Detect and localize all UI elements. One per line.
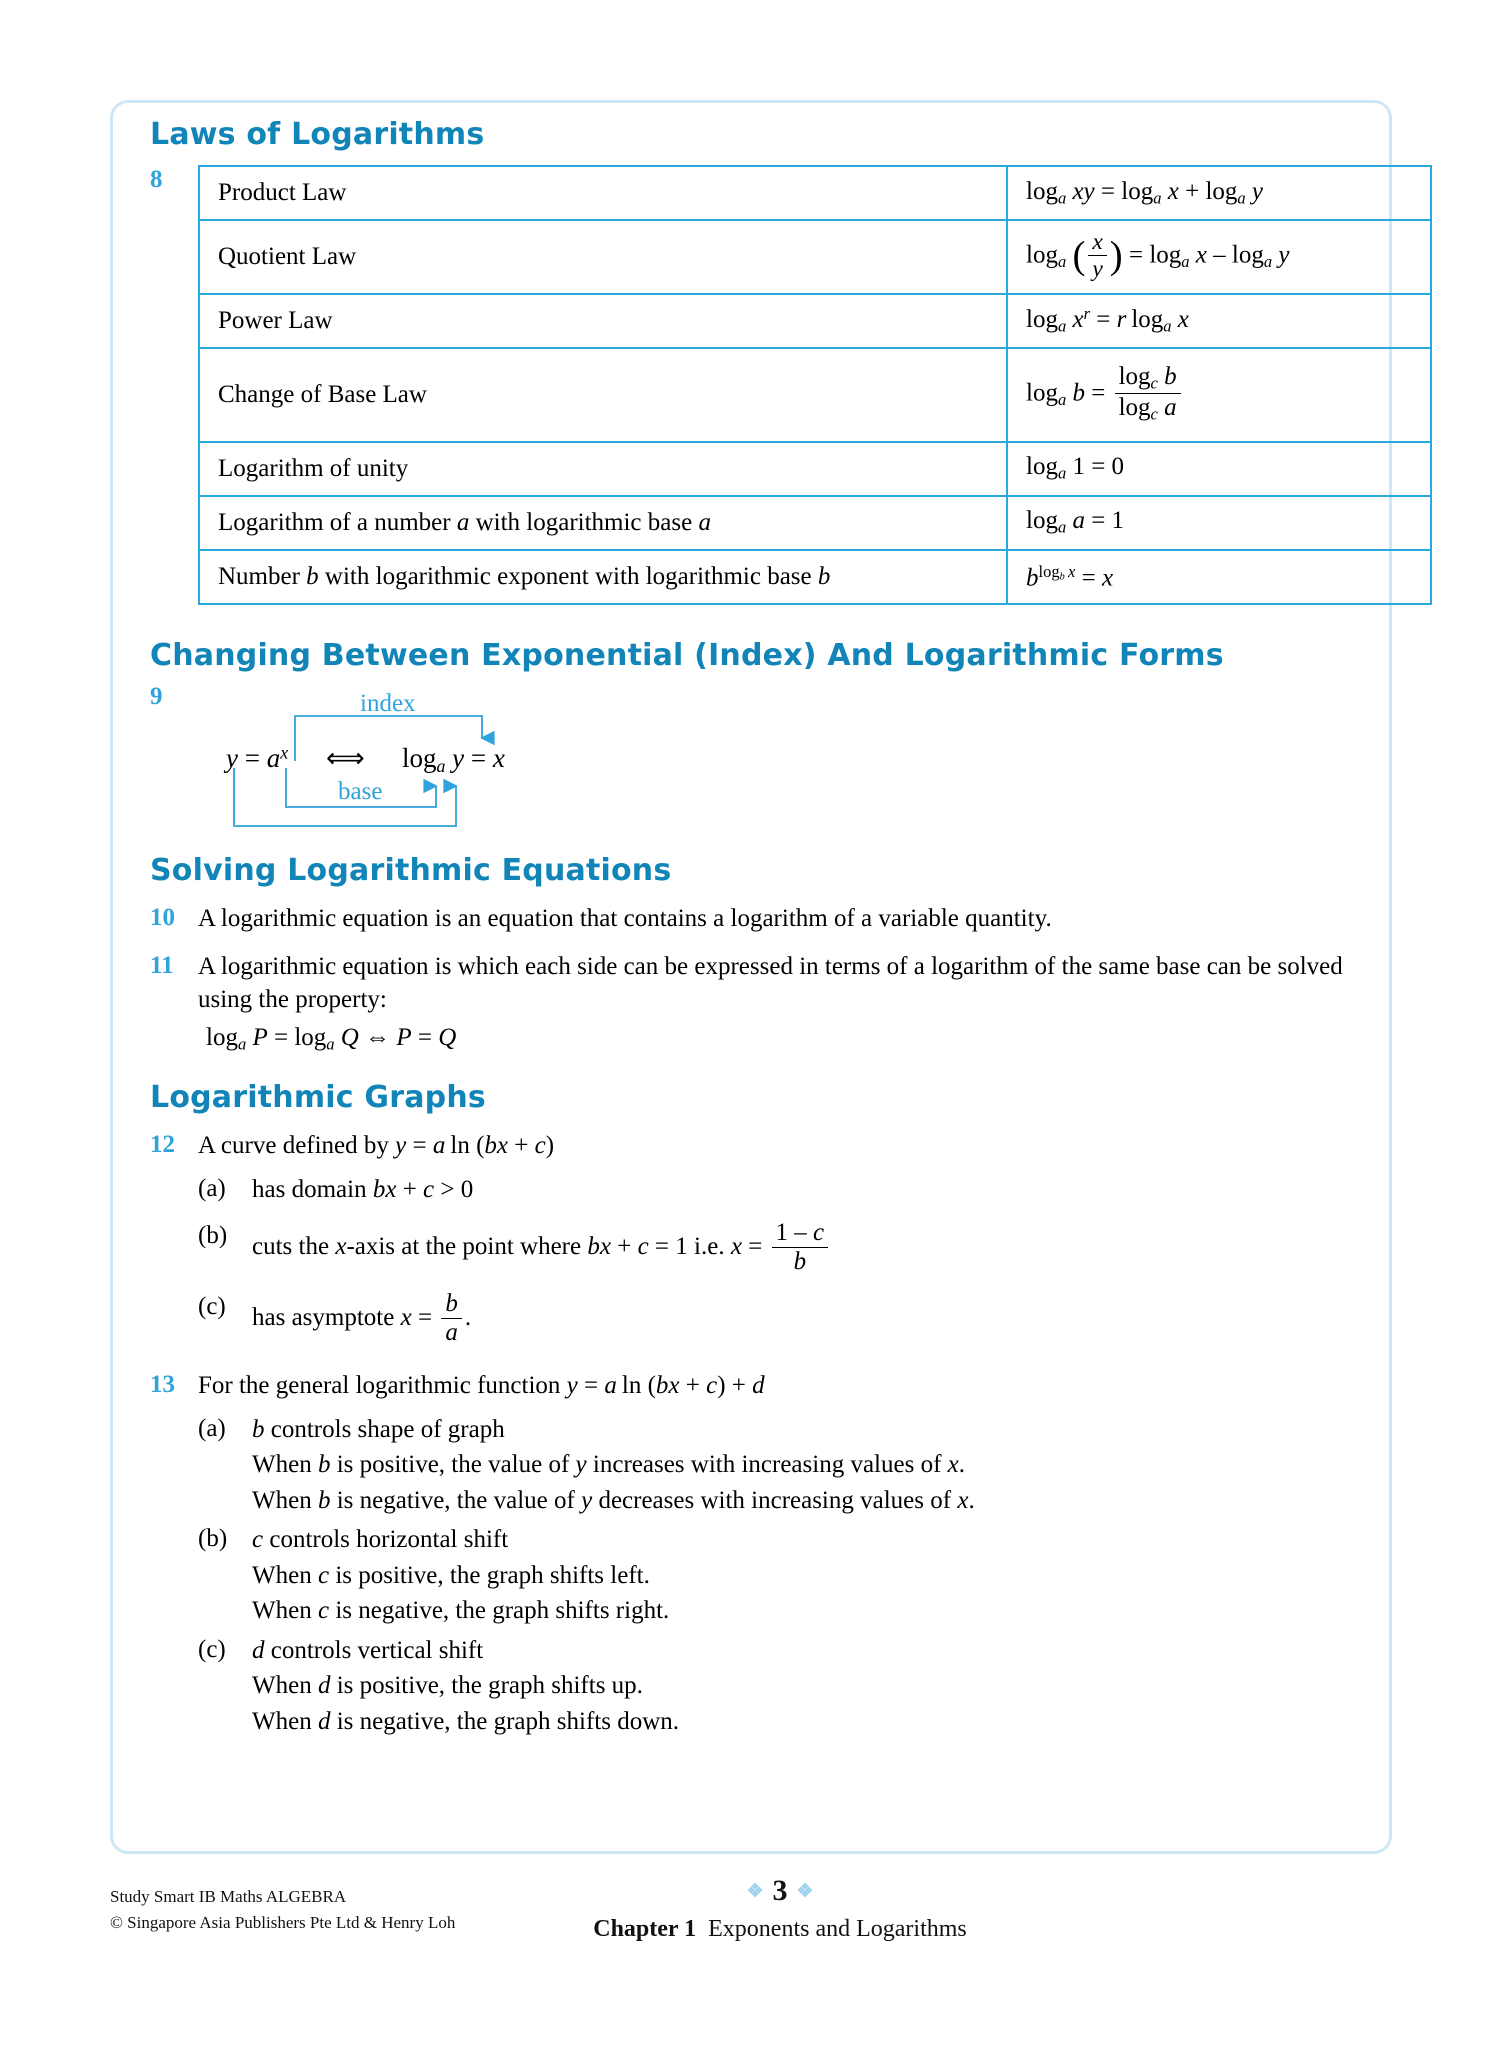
laws-table-block <box>150 165 1360 605</box>
item-13b-var: c <box>252 1526 264 1554</box>
item-13a-body <box>252 1413 1360 1518</box>
footer-line-2: © Singapore Asia Publishers Pte Ltd & Henry Loh <box>110 1913 456 1933</box>
section-title-graphs: Logarithmic Graphs <box>150 1080 486 1116</box>
item-12-lead-text: A curve defined by <box>198 1132 396 1160</box>
item-12c-letter: (c) <box>198 1293 226 1321</box>
item-13c <box>198 1634 1360 1739</box>
section-title-changing-forms: Changing Between Exponential (Index) And Logarithmic Forms <box>150 637 1224 673</box>
footer-line-1: Study Smart IB Maths ALGEBRA <box>110 1887 347 1906</box>
item-13c-letter: (c) <box>198 1635 226 1663</box>
item-number-9: 9 <box>150 682 163 710</box>
graphs-item-12-body <box>198 1130 1360 1348</box>
item-number-12: 12 <box>150 1131 175 1159</box>
law-name-cell: Product Law <box>199 166 1007 220</box>
item-12b <box>198 1220 1360 1277</box>
footer-imprint <box>110 1884 455 1937</box>
solving-item-10-text: A logarithmic equation is an equation that contains a logarithm of a variable quantity. <box>198 904 1052 932</box>
decoration-left-icon: ❖ <box>746 1881 764 1902</box>
law-formula-cell: $\log_a b$ = $\frac{\log_c b}{\log_c a}$ <box>1007 348 1431 442</box>
item-13-lead-text: For the general logarithmic function <box>198 1372 567 1400</box>
law-name-cell: Logarithm of unity <box>199 442 1007 496</box>
item-13a-letter: (a) <box>198 1414 226 1442</box>
item-13a-line-2: When b is negative, the value of y decreases with increasing values of x. <box>252 1486 975 1514</box>
page-content <box>150 118 1360 1738</box>
table-row <box>199 220 1431 294</box>
laws-of-logarithms-table <box>198 165 1432 605</box>
table-row <box>199 166 1431 220</box>
item-13b-line-2: When c is negative, the graph shifts right. <box>252 1597 670 1625</box>
item-13c-head-text: controls vertical shift <box>264 1636 484 1664</box>
page-number: 3 <box>772 1874 788 1907</box>
item-13c-line-1: When d is positive, the graph shifts up. <box>252 1672 643 1700</box>
item-12c-text: has asymptote <box>252 1304 401 1332</box>
section-title-laws: Laws of Logarithms <box>150 117 485 152</box>
solving-item-11 <box>150 951 1360 1055</box>
law-formula-cell: $\log_a 1 = 0$ <box>1007 442 1431 496</box>
graphs-item-12 <box>150 1130 1360 1348</box>
law-name-cell: Number b with logarithmic exponent with logarithmic base b <box>199 550 1007 604</box>
item-number-8: 8 <box>150 166 163 193</box>
item-13b-line-1: When c is positive, the graph shifts left. <box>252 1561 650 1589</box>
item-13a-line-1: When b is positive, the value of y increases with increasing values of x. <box>252 1451 966 1479</box>
graphs-item-13 <box>150 1370 1360 1738</box>
item-13c-var: d <box>252 1636 265 1664</box>
solving-item-11-body <box>198 951 1360 1055</box>
item-13b-body <box>252 1523 1360 1628</box>
diagram-equivalence-symbol: ⟺ <box>326 742 365 773</box>
item-number-11: 11 <box>150 952 174 980</box>
diagram-label-base: base <box>338 777 383 805</box>
item-13a-head-text: controls shape of graph <box>264 1415 505 1443</box>
item-13-lead: For the general logarithmic function y = a ln (bx + c) + d <box>198 1372 765 1400</box>
law-formula-cell: $b^{logb x} = x$ <box>1007 550 1431 604</box>
page-footer <box>110 1876 1392 1996</box>
law-formula-cell: $\log_a x^r = r$ $\log_a x$ <box>1007 294 1431 348</box>
item-13b-letter: (b) <box>198 1525 228 1553</box>
chapter-label: Chapter 1 <box>593 1916 697 1942</box>
table-row <box>199 442 1431 496</box>
item-12b-body: cuts the x-axis at the point where bx + c = 1 i.e. x = $\frac{1 - c}{b}$ <box>252 1220 1360 1277</box>
section-title-solving: Solving Logarithmic Equations <box>150 852 672 888</box>
item-13c-line-2: When d is negative, the graph shifts down. <box>252 1707 680 1735</box>
law-formula-cell: $\log_a$ xy = $\log_a x + \log_a y$ <box>1007 166 1431 220</box>
item-13c-head <box>252 1634 1360 1668</box>
item-12a-text: has domain <box>252 1175 373 1203</box>
item-12a-letter: (a) <box>198 1174 226 1202</box>
table-row <box>199 550 1431 604</box>
chapter-title: Exponents and Logarithms <box>708 1916 967 1942</box>
item-13b-head <box>252 1523 1360 1557</box>
item-number-13: 13 <box>150 1371 175 1399</box>
table-row <box>199 348 1431 442</box>
item-13b-head-text: controls horizontal shift <box>263 1526 509 1554</box>
solving-property-formula: $\log_a P = \log_a Q$ ⇔ P = Q <box>206 1024 457 1054</box>
item-13a-head <box>252 1413 1360 1447</box>
item-12-lead: A curve defined by y = a ln (bx + c) <box>198 1132 555 1160</box>
law-name-cell: Quotient Law <box>199 220 1007 294</box>
law-name-cell: Power Law <box>199 294 1007 348</box>
law-name-cell: Logarithm of a number a with logarithmic base a <box>199 496 1007 550</box>
solving-item-11-text: A logarithmic equation is which each side can be expressed in terms of a logarithm of the same base can be solved using the property: <box>198 953 1343 1013</box>
item-12a-body: has domain bx + c > 0 <box>252 1175 474 1203</box>
item-13a <box>198 1413 1360 1518</box>
item-13c-body <box>252 1634 1360 1739</box>
changing-forms-body <box>198 682 1360 836</box>
chapter-row <box>440 1916 1120 1943</box>
law-formula-cell: $\log_a$ ( $\frac{x}{y}$ ) = $\log_a x - \log_a y$ <box>1007 220 1431 294</box>
item-12c <box>198 1291 1360 1348</box>
decoration-right-icon: ❖ <box>796 1881 814 1902</box>
graphs-item-13-body <box>198 1370 1360 1738</box>
item-number-10: 10 <box>150 903 175 931</box>
item-12a <box>198 1173 1360 1207</box>
law-formula-cell: $\log_a a = 1$ <box>1007 496 1431 550</box>
item-13b <box>198 1523 1360 1628</box>
item-12b-text: cuts the <box>252 1233 336 1261</box>
law-name-cell: Change of Base Law <box>199 348 1007 442</box>
table-row <box>199 496 1431 550</box>
footer-center-block <box>440 1876 1120 1943</box>
diagram-label-index: index <box>360 689 416 717</box>
table-row <box>199 294 1431 348</box>
diagram-logarithmic-form: $\log_a y = x$ <box>402 742 505 776</box>
page-number-row <box>440 1876 1120 1906</box>
diagram-exponential-form: $y = a^x$ <box>226 742 289 773</box>
changing-forms-item <box>150 682 1360 836</box>
solving-item-10 <box>150 903 1360 936</box>
exponential-log-diagram <box>198 686 618 836</box>
item-12b-letter: (b) <box>198 1222 228 1250</box>
item-13a-var: b <box>252 1415 265 1443</box>
item-12c-body: has asymptote x = $\frac{b}{a}$ . <box>252 1290 472 1347</box>
